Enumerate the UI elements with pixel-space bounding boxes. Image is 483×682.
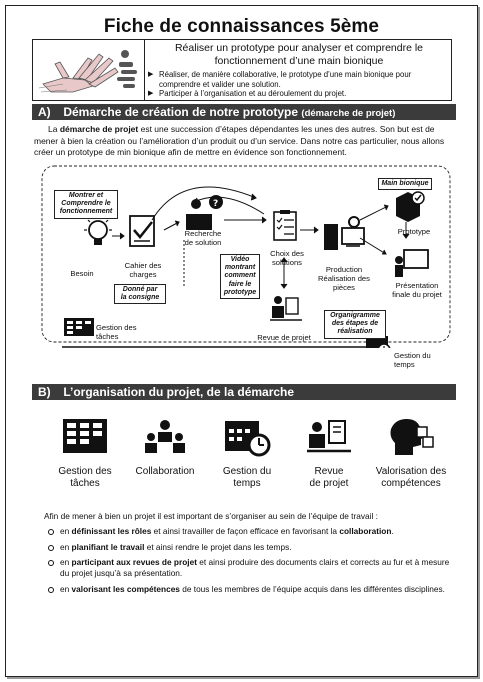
section-a-subtitle: (démarche de projet) bbox=[301, 108, 396, 119]
organisation-icons bbox=[44, 417, 454, 501]
note-montrer: Montrer et Comprendre le fonctionnement bbox=[54, 190, 118, 219]
section-b-bar bbox=[32, 384, 456, 400]
list-item: en définissant les rôles et ainsi travailler de façon efficace en favorisant la collaboration. bbox=[36, 526, 454, 537]
header-main-line2: fonctionnement d’une main bionique bbox=[214, 55, 384, 67]
review-desk-icon bbox=[305, 417, 353, 457]
review-desk-icon bbox=[270, 296, 302, 320]
intro-text-b: est une succession d’étapes dépendantes les unes des autres. Son but est de mener à bien la création ou l’amélioration d’un produit ou d’un service. Dans notre cas particulier, nous allons créer un prototype de min bionique afin de mettre en évidence son fonctionnement. bbox=[34, 124, 445, 157]
icon-label-revue: Revue de projet bbox=[309, 466, 349, 489]
computer-gear-icon bbox=[324, 217, 364, 250]
section-a-title: Démarche de création de notre prototype bbox=[63, 105, 299, 119]
svg-text:?: ? bbox=[213, 199, 219, 209]
header-main-line1: Réaliser un prototype pour analyser et comprendre le bbox=[174, 42, 424, 54]
clipboard-checklist-icon bbox=[274, 210, 296, 240]
presentation-icon bbox=[395, 250, 428, 277]
label-choix: Choix des solutions bbox=[270, 249, 304, 267]
document-check-icon bbox=[130, 216, 154, 246]
note-organigramme: Organigramme des étapes de réalisation bbox=[324, 310, 386, 339]
organisation-paragraph bbox=[36, 511, 454, 600]
header-text bbox=[147, 42, 451, 99]
task-board-icon bbox=[64, 318, 94, 336]
intro-text-a: La bbox=[48, 124, 60, 134]
section-a-bar bbox=[32, 104, 456, 120]
arrow-production-prototype bbox=[360, 206, 388, 220]
icon-item-collaboration bbox=[124, 417, 206, 478]
note-main-bionique: Main bionique bbox=[378, 178, 432, 190]
project-process-diagram bbox=[34, 158, 454, 369]
box-check-icon bbox=[396, 192, 424, 222]
research-person-icon bbox=[186, 195, 223, 230]
icon-label-valorisation: Valorisation des compétences bbox=[375, 466, 447, 489]
icon-label-gestion-taches: Gestion des tâches bbox=[58, 466, 112, 489]
icon-item-revue bbox=[288, 417, 370, 489]
section-a-letter: A) bbox=[38, 105, 51, 119]
icon-item-valorisation bbox=[370, 417, 452, 489]
paragraph-lead: Afin de mener à bien un projet il est important de s’organiser au sein de l’équipe de travail : bbox=[44, 511, 378, 521]
icon-item-gestion-temps bbox=[206, 417, 288, 489]
intro-text-bold: démarche de projet bbox=[59, 124, 139, 134]
icon-item-gestion-taches bbox=[44, 417, 126, 489]
bionic-hand-image bbox=[33, 40, 145, 100]
header-bullet-1: ▶ Réaliser, de manière collaborative, le prototype d’une main bionique pour comprendre et valider une solution. bbox=[147, 70, 451, 89]
label-gestion-taches: Gestion des tâches bbox=[96, 323, 137, 341]
section-b-letter: B) bbox=[38, 385, 51, 399]
intro-paragraph bbox=[34, 124, 454, 159]
label-presentation: Présentation finale du projet bbox=[392, 281, 442, 299]
page-title: Fiche de connaissances 5ème bbox=[103, 16, 380, 37]
label-gestion-temps: Gestion du temps bbox=[394, 351, 431, 369]
label-cahier: Cahier des charges bbox=[124, 261, 162, 279]
header-bullet-2: ▶ Participer à l’organisation et au déroulement du projet. bbox=[147, 89, 451, 99]
icon-label-collaboration: Collaboration bbox=[135, 466, 195, 477]
arrow-curve-choix-recherche bbox=[194, 197, 264, 214]
calendar-clock-icon bbox=[223, 417, 271, 457]
section-b-title: L’organisation du projet, de la démarche bbox=[63, 385, 295, 399]
head-puzzle-icon bbox=[387, 417, 435, 457]
knowledge-sheet bbox=[5, 5, 478, 677]
label-besoin: Besoin bbox=[70, 269, 94, 278]
icon-label-gestion-temps: Gestion du temps bbox=[222, 466, 272, 489]
list-item: en valorisant les compétences de tous les membres de l’équipe acquis dans les différentes disciplines. bbox=[36, 584, 454, 595]
list-item: en planifiant le travail et ainsi rendre le projet dans les temps. bbox=[36, 542, 454, 553]
label-revue: Revue de projet bbox=[257, 333, 311, 342]
lightbulb-icon bbox=[84, 215, 112, 245]
label-production: Production Réalisation des pièces bbox=[318, 265, 370, 292]
list-item: en participant aux revues de projet et ainsi produire des documents clairs et corrects au fur et à mesure du projet jusqu’à sa présentation. bbox=[36, 557, 454, 579]
collaboration-icon bbox=[141, 417, 189, 457]
header-box bbox=[32, 39, 452, 101]
label-prototype: Prototype bbox=[397, 227, 431, 236]
task-board-icon bbox=[61, 417, 109, 457]
label-recherche: Recherche de solution bbox=[184, 229, 222, 247]
note-video: Vidéo montrant comment faire le prototype bbox=[220, 254, 260, 299]
note-donne: Donné par la consigne bbox=[114, 284, 166, 304]
